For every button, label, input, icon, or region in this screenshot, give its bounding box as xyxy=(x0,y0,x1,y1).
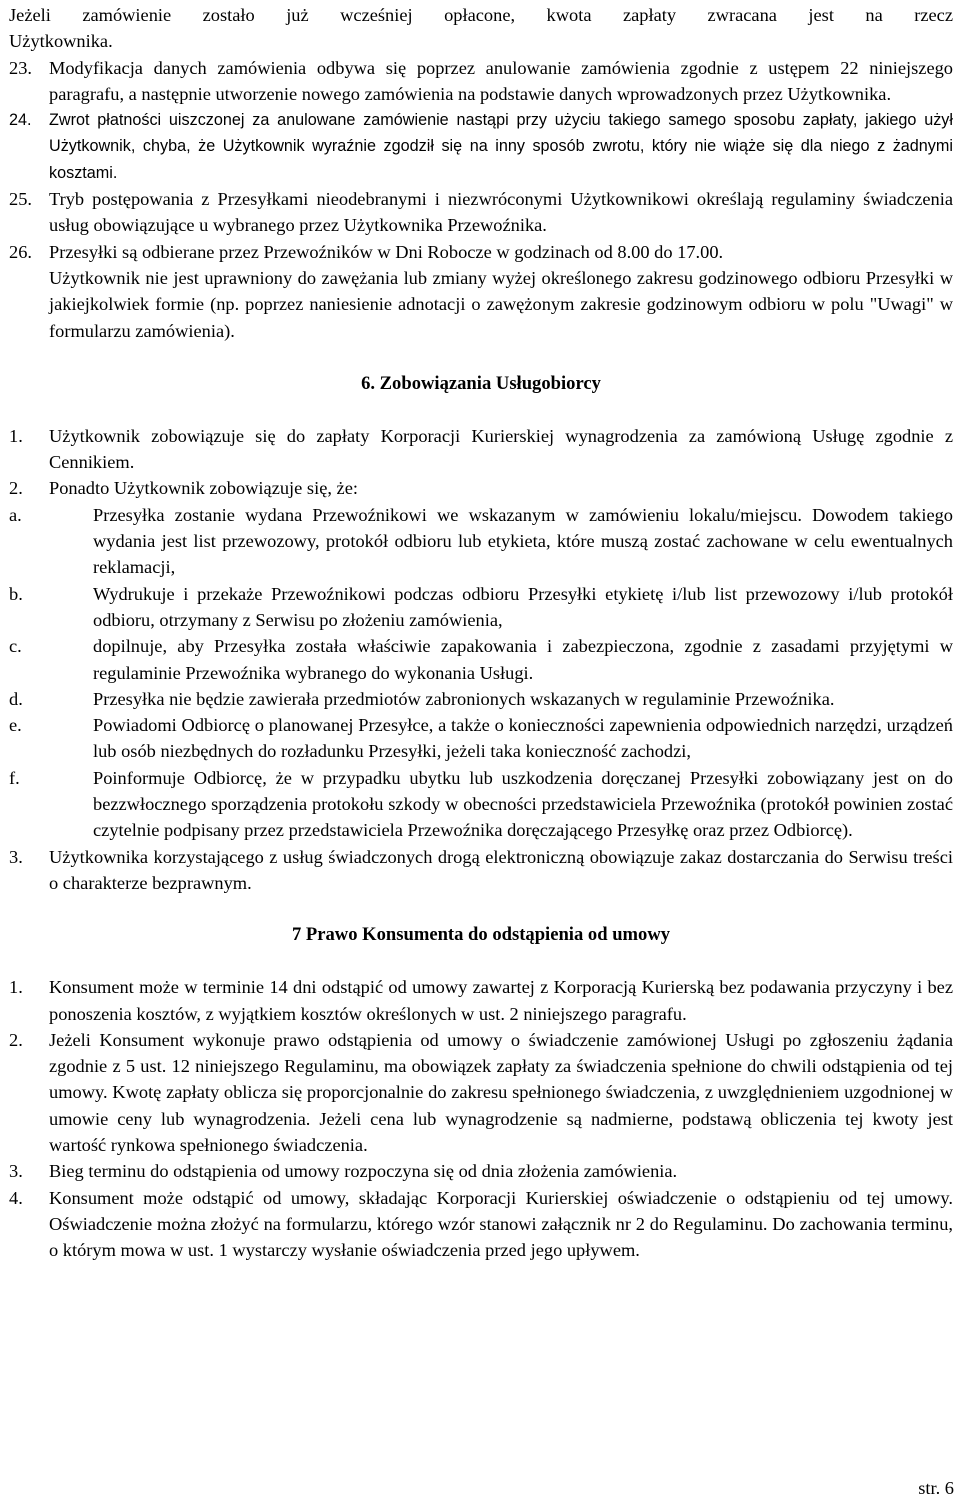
list-item-23 xyxy=(9,55,953,108)
s6-item-2 xyxy=(9,475,953,501)
s6-subitem-e xyxy=(9,712,953,765)
item-text: Konsument może odstąpić od umowy, składając Korporacji Kurierskiej oświadczenie o odstąpieniu od tej umowy. Oświadczenie można złożyć na formularzu, którego wzór stanowi załącznik nr 2 do Regulaminu. Do zachowania terminu, o którym mowa w ust. 1 wystarczy wysłanie oświadczenia przed jego upływem. xyxy=(49,1187,953,1261)
item-text: Zwrot płatności uiszczonej za anulowane zamówienie nastąpi przy użyciu takiego samego sposobu zapłaty, jakiego użył Użytkownik, chyba, że Użytkownik wyraźnie zgodził się na inny sposób zwrotu, który nie wiąże się dla niego z żadnymi kosztami. xyxy=(49,111,953,182)
subitem-letter: b. xyxy=(9,583,23,604)
list-item-26 xyxy=(9,239,953,265)
subitem-text: Poinformuje Odbiorcę, że w przypadku ubytku lub uszkodzenia doręczanej Przesyłki zobowiązany jest on do bezzwłocznego sporządzenia protokołu szkody w obecności przedstawiciela Przewoźnika (protokół powinien zostać czytelnie podpisany przez przedstawiciela Przewoźnika doręczającego Przesyłkę oraz przez Odbiorcę). xyxy=(93,767,953,841)
item-number: 3. xyxy=(9,846,23,867)
s6-subitem-d xyxy=(9,686,953,712)
item-text: Modyfikacja danych zamówienia odbywa się poprzez anulowanie zamówienia zgodnie z ustępem 22 niniejszego paragrafu, a następnie utworzenie nowego zamówienia na podstawie danych wprowadzonych przez Użytkownika. xyxy=(49,57,953,104)
s6-subitem-f xyxy=(9,765,953,844)
item-text: Ponadto Użytkownik zobowiązuje się, że: xyxy=(49,478,358,499)
s6-subitem-a xyxy=(9,502,953,581)
item-number: 1. xyxy=(9,977,23,998)
item-number: 23. xyxy=(9,57,32,78)
section-6-heading: 6. Zobowiązania Usługobiorcy xyxy=(361,372,601,394)
item-number: 4. xyxy=(9,1187,23,1208)
s7-item-4 xyxy=(9,1185,953,1264)
item-number: 1. xyxy=(9,425,23,446)
intro-line-2: Użytkownika. xyxy=(9,31,113,52)
subitem-letter: e. xyxy=(9,715,22,736)
subitem-letter: a. xyxy=(9,504,22,525)
list-item-24 xyxy=(9,107,953,186)
list-item-25 xyxy=(9,186,953,239)
item-number: 3. xyxy=(9,1161,23,1182)
intro-line-1: Jeżeli zamówienie zostało już wcześniej opłacone, kwota zapłaty zwracana jest na rzecz xyxy=(9,5,953,25)
subitem-letter: d. xyxy=(9,688,23,709)
item-number: 2. xyxy=(9,1029,23,1050)
s7-item-3 xyxy=(9,1158,953,1184)
item-text: Tryb postępowania z Przesyłkami nieodebranymi i niezwróconymi Użytkownikowi określają regulaminy świadczenia usług obowiązujące u wybranego przez Użytkownika Przewoźnika. xyxy=(49,189,953,236)
subitem-text: dopilnuje, aby Przesyłka została właściwie zapakowania i zabezpieczona, zgodnie z zasadami przyjętymi w regulaminie Przewoźnika wybranego do wykonania Usługi. xyxy=(93,636,953,683)
subitem-text: Powiadomi Odbiorcę o planowanej Przesyłce, a także o konieczności zapewnienia odpowiednich narzędzi, urządzeń lub osób niezbędnych do rozładunku Przesyłki, jeżeli taka konieczność zachodzi, xyxy=(93,715,953,762)
item-text: Użytkownik zobowiązuje się do zapłaty Korporacji Kurierskiej wynagrodzenia za zamówioną Usługę zgodnie z Cennikiem. xyxy=(49,425,953,473)
s7-item-2 xyxy=(9,1027,953,1158)
item-26-continuation: Użytkownik nie jest uprawniony do zawężania lub zmiany wyżej określonego zakresu godzinowego odbioru Przesyłki w jakiejkolwiek formie (np. poprzez naniesienie adnotacji o zawężonym zakresie godzinowym odbioru w polu "Uwagi" w formularzu zamówienia). xyxy=(49,267,953,341)
item-text: Konsument może w terminie 14 dni odstąpić od umowy zawartej z Korporacją Kurierską bez podawania przyczyny i bez ponoszenia kosztów, z wyjątkiem kosztów określonych w ust. 2 niniejszego paragrafu. xyxy=(49,977,953,1024)
subitem-text: Wydrukuje i przekaże Przewoźnikowi podczas odbioru Przesyłki etykietę i/lub list przewozowy i/lub protokół odbioru, otrzymany z Serwisu po złożeniu zamówienia, xyxy=(93,583,953,630)
s6-item-1 xyxy=(9,423,953,476)
subitem-text: Przesyłka zostanie wydana Przewoźnikowi we wskazanym w zamówieniu lokalu/miejscu. Dowodem takiego wydania jest list przewozowy, protokół odbioru lub etykieta, które muszą zostać zachowane w celu ewentualnych reklamacji, xyxy=(93,504,953,578)
item-number: 25. xyxy=(9,189,32,210)
page-number: str. 6 xyxy=(918,1478,954,1498)
intro-paragraph xyxy=(9,2,953,55)
subitem-text: Przesyłka nie będzie zawierała przedmiotów zabronionych wskazanych w regulaminie Przewoźnika. xyxy=(93,688,835,709)
item-text: Użytkownika korzystającego z usług świadczonych drogą elektroniczną obowiązuje zakaz dostarczania do Serwisu treści o charakterze bezprawnym. xyxy=(49,846,953,893)
item-text: Bieg terminu do odstąpienia od umowy rozpoczyna się od dnia złożenia zamówienia. xyxy=(49,1161,678,1182)
section-7-heading: 7 Prawo Konsumenta do odstąpienia od umowy xyxy=(291,924,671,946)
s7-item-1 xyxy=(9,974,953,1027)
item-text: Przesyłki są odbierane przez Przewoźników w Dni Robocze w godzinach od 8.00 do 17.00. xyxy=(49,241,724,262)
s6-item-3 xyxy=(9,844,953,897)
s6-subitem-c xyxy=(9,633,953,686)
s6-subitem-b xyxy=(9,581,953,634)
item-number: 24. xyxy=(9,111,32,130)
item-number: 2. xyxy=(9,478,23,499)
subitem-letter: f. xyxy=(9,767,20,788)
item-number: 26. xyxy=(9,241,32,262)
subitem-letter: c. xyxy=(9,636,22,657)
item-text: Jeżeli Konsument wykonuje prawo odstąpienia od umowy o świadczenie zamówionej Usługi po zgłoszeniu żądania zgodnie z 5 ust. 12 niniejszego Regulaminu, ma obowiązek zapłaty za świadczenia spełnione do chwili odstąpienia od tej umowy. Kwotę zapłaty oblicza się proporcjonalnie do zakresu spełnionego świadczenia, z uwzględnieniem uzgodnionej w umowie ceny lub wynagrodzenia. Jeżeli cena lub wynagrodzenie są nadmierne, podstawą obliczenia tej kwoty jest wartość rynkowa spełnionego świadczenia. xyxy=(49,1029,953,1155)
